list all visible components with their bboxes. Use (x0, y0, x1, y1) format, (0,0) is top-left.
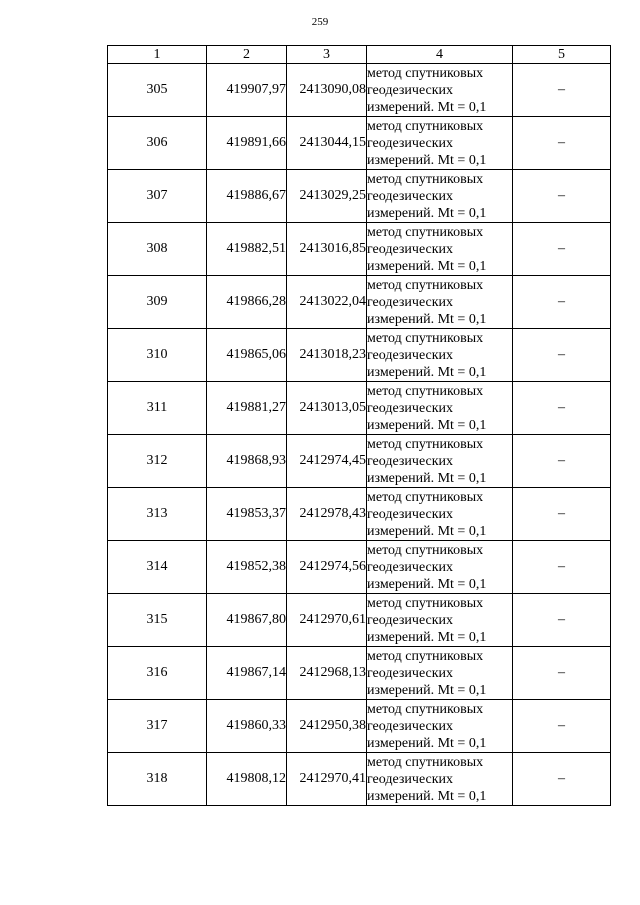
note-cell: – (513, 117, 611, 170)
method-line-2: геодезических (367, 506, 454, 522)
header-col-2: 2 (207, 46, 287, 64)
point-number: 305 (108, 64, 207, 117)
note-cell: – (513, 276, 611, 329)
note-cell: – (513, 435, 611, 488)
table-row (108, 382, 611, 435)
method-line-3: измерений. Mt = 0,1 (367, 629, 487, 645)
method-line-2: геодезических (367, 665, 454, 681)
coordinate-y: 2413044,15 (287, 117, 367, 170)
coordinate-x: 419808,12 (207, 753, 287, 806)
coordinate-y: 2412968,13 (287, 647, 367, 700)
coordinate-y: 2412978,43 (287, 488, 367, 541)
method-line-1: метод спутниковых (367, 277, 484, 293)
table-row (108, 117, 611, 170)
table-row (108, 753, 611, 806)
method-line-1: метод спутниковых (367, 171, 484, 187)
method-line-3: измерений. Mt = 0,1 (367, 152, 487, 168)
point-number: 315 (108, 594, 207, 647)
method-line-2: геодезических (367, 400, 454, 416)
method-line-1: метод спутниковых (367, 489, 484, 505)
method-line-2: геодезических (367, 188, 454, 204)
coordinate-x: 419865,06 (207, 329, 287, 382)
point-number: 311 (108, 382, 207, 435)
method-description (367, 594, 513, 647)
method-line-2: геодезических (367, 453, 454, 469)
method-line-3: измерений. Mt = 0,1 (367, 417, 487, 433)
method-line-1: метод спутниковых (367, 330, 484, 346)
point-number: 308 (108, 223, 207, 276)
method-line-3: измерений. Mt = 0,1 (367, 205, 487, 221)
coordinate-x: 419907,97 (207, 64, 287, 117)
method-line-2: геодезических (367, 559, 454, 575)
coordinate-y: 2413016,85 (287, 223, 367, 276)
point-number: 306 (108, 117, 207, 170)
method-description (367, 753, 513, 806)
coordinate-y: 2413022,04 (287, 276, 367, 329)
method-line-1: метод спутниковых (367, 648, 484, 664)
method-description (367, 329, 513, 382)
table-row (108, 329, 611, 382)
coordinate-x: 419868,93 (207, 435, 287, 488)
coordinate-x: 419881,27 (207, 382, 287, 435)
note-cell: – (513, 488, 611, 541)
table-row (108, 435, 611, 488)
coordinate-x: 419891,66 (207, 117, 287, 170)
method-line-1: метод спутниковых (367, 701, 484, 717)
table-row (108, 223, 611, 276)
page-number: 259 (311, 16, 329, 28)
coordinate-x: 419866,28 (207, 276, 287, 329)
method-line-1: метод спутниковых (367, 542, 484, 558)
method-line-1: метод спутниковых (367, 118, 484, 134)
method-line-3: измерений. Mt = 0,1 (367, 311, 487, 327)
coordinate-x: 419882,51 (207, 223, 287, 276)
coordinate-y: 2412974,45 (287, 435, 367, 488)
method-line-3: измерений. Mt = 0,1 (367, 788, 487, 804)
method-line-2: геодезических (367, 612, 454, 628)
point-number: 310 (108, 329, 207, 382)
coordinate-y: 2412950,38 (287, 700, 367, 753)
table-row (108, 170, 611, 223)
method-line-1: метод спутниковых (367, 65, 484, 81)
header-col-3: 3 (287, 46, 367, 64)
note-cell: – (513, 64, 611, 117)
coordinate-y: 2412970,61 (287, 594, 367, 647)
method-line-2: геодезических (367, 294, 454, 310)
method-description (367, 382, 513, 435)
point-number: 317 (108, 700, 207, 753)
method-line-2: геодезических (367, 771, 454, 787)
method-line-3: измерений. Mt = 0,1 (367, 99, 487, 115)
method-description (367, 223, 513, 276)
method-line-1: метод спутниковых (367, 436, 484, 452)
table-row (108, 276, 611, 329)
table-header-row (108, 46, 611, 64)
method-line-1: метод спутниковых (367, 224, 484, 240)
method-description (367, 276, 513, 329)
coordinate-y: 2413029,25 (287, 170, 367, 223)
method-line-2: геодезических (367, 718, 454, 734)
point-number: 307 (108, 170, 207, 223)
header-col-1: 1 (108, 46, 207, 64)
method-line-2: геодезических (367, 241, 454, 257)
coordinate-x: 419886,67 (207, 170, 287, 223)
note-cell: – (513, 594, 611, 647)
method-line-1: метод спутниковых (367, 595, 484, 611)
coordinate-y: 2413090,08 (287, 64, 367, 117)
method-description (367, 647, 513, 700)
table-row (108, 488, 611, 541)
coordinate-y: 2413018,23 (287, 329, 367, 382)
method-line-3: измерений. Mt = 0,1 (367, 364, 487, 380)
method-line-3: измерений. Mt = 0,1 (367, 258, 487, 274)
method-line-2: геодезических (367, 347, 454, 363)
coordinate-x: 419852,38 (207, 541, 287, 594)
method-description (367, 488, 513, 541)
note-cell: – (513, 541, 611, 594)
method-line-1: метод спутниковых (367, 383, 484, 399)
note-cell: – (513, 223, 611, 276)
coordinate-x: 419867,80 (207, 594, 287, 647)
point-number: 312 (108, 435, 207, 488)
point-number: 313 (108, 488, 207, 541)
note-cell: – (513, 170, 611, 223)
note-cell: – (513, 329, 611, 382)
table-body (108, 64, 611, 806)
table-row (108, 541, 611, 594)
method-description (367, 435, 513, 488)
table-row (108, 700, 611, 753)
note-cell: – (513, 700, 611, 753)
coordinate-y: 2412970,41 (287, 753, 367, 806)
header-col-5: 5 (513, 46, 611, 64)
method-line-3: измерений. Mt = 0,1 (367, 682, 487, 698)
method-description (367, 700, 513, 753)
note-cell: – (513, 382, 611, 435)
table-row (108, 647, 611, 700)
coordinate-y: 2412974,56 (287, 541, 367, 594)
method-line-1: метод спутниковых (367, 754, 484, 770)
coordinate-y: 2413013,05 (287, 382, 367, 435)
method-line-3: измерений. Mt = 0,1 (367, 523, 487, 539)
method-line-3: измерений. Mt = 0,1 (367, 735, 487, 751)
point-number: 316 (108, 647, 207, 700)
method-line-2: геодезических (367, 82, 454, 98)
coordinate-x: 419853,37 (207, 488, 287, 541)
point-number: 318 (108, 753, 207, 806)
point-number: 309 (108, 276, 207, 329)
header-col-4: 4 (367, 46, 513, 64)
method-line-2: геодезических (367, 135, 454, 151)
method-line-3: измерений. Mt = 0,1 (367, 576, 487, 592)
table-row (108, 594, 611, 647)
coordinate-x: 419860,33 (207, 700, 287, 753)
method-description (367, 170, 513, 223)
coordinate-x: 419867,14 (207, 647, 287, 700)
note-cell: – (513, 647, 611, 700)
method-description (367, 541, 513, 594)
method-description (367, 64, 513, 117)
point-number: 314 (108, 541, 207, 594)
coordinates-table (107, 45, 611, 806)
table-row (108, 64, 611, 117)
method-line-3: измерений. Mt = 0,1 (367, 470, 487, 486)
note-cell: – (513, 753, 611, 806)
method-description (367, 117, 513, 170)
